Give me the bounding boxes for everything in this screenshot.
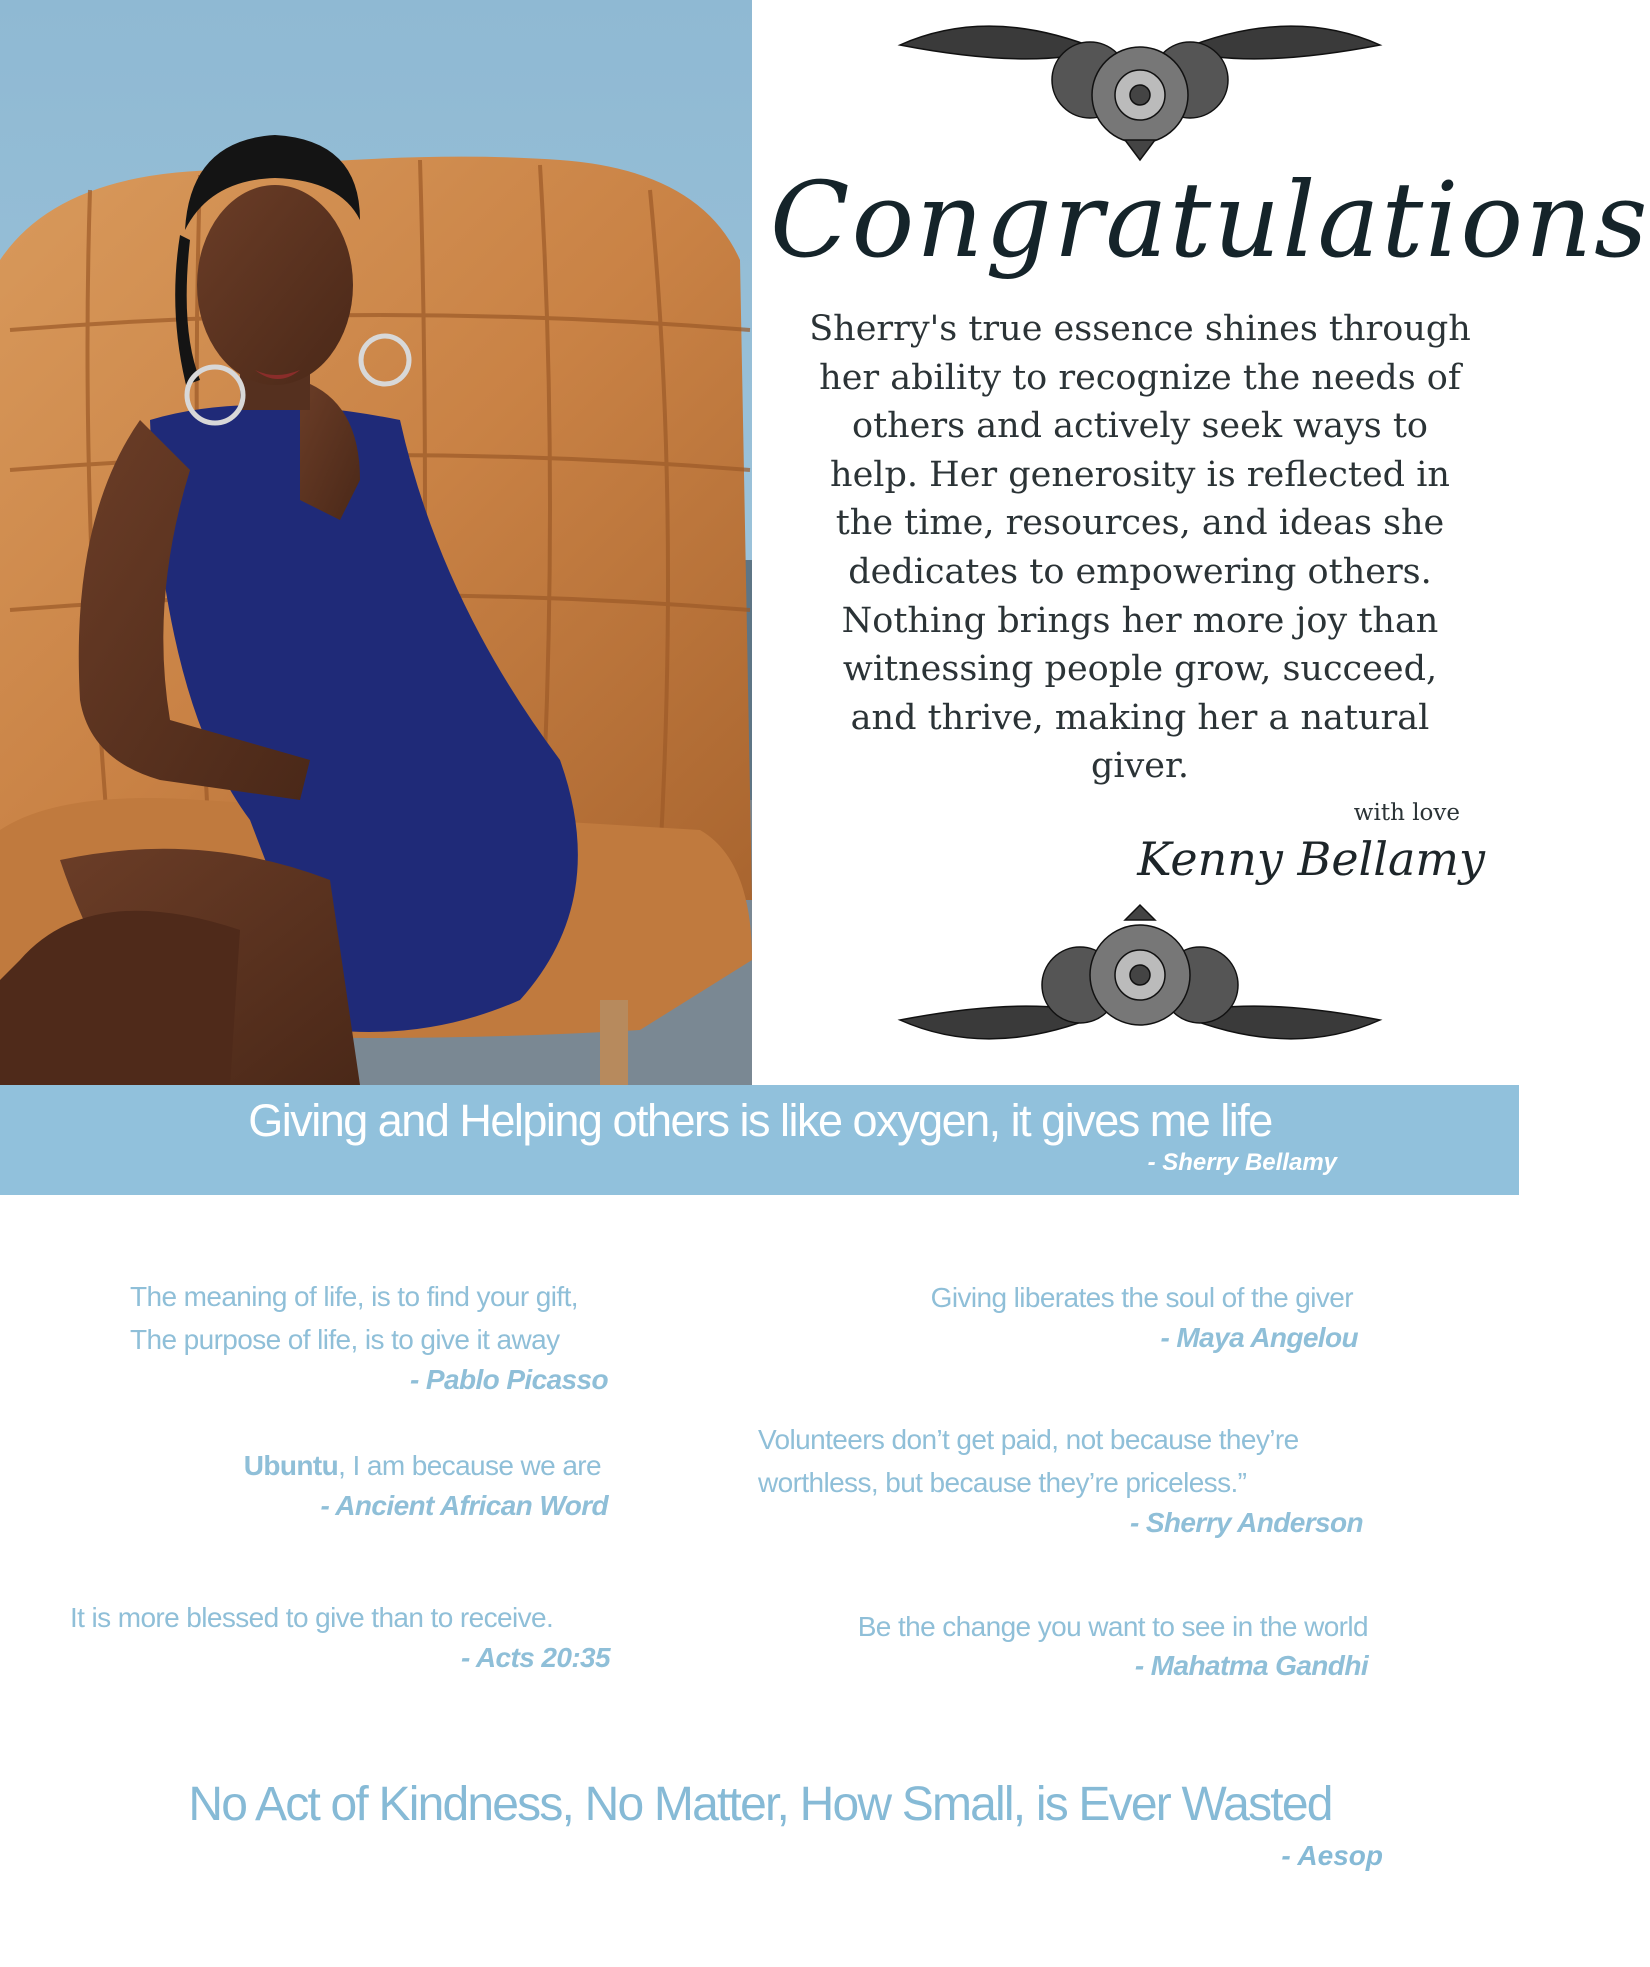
- congratulations-heading: Congratulations: [770, 159, 1650, 281]
- tribute-message: [800, 305, 1480, 791]
- quote-gandhi-author: - Mahatma Gandhi: [1134, 1650, 1368, 1681]
- message-line: the time, resources, and ideas she: [835, 503, 1445, 544]
- quote-ubuntu: [150, 1444, 601, 1487]
- quote-gandhi-line-1: Be the change you want to see in the world: [857, 1611, 1368, 1642]
- quote-acts-author: - Acts 20:35: [461, 1642, 610, 1673]
- floral-ornament-top: [900, 10, 1380, 160]
- banner-quote: Giving and Helping others is like oxygen, it gives me life: [248, 1095, 1272, 1146]
- message-line: witnessing people grow, succeed,: [842, 649, 1438, 690]
- message-line: dedicates to empowering others.: [848, 551, 1432, 592]
- closing-text: with love: [1353, 800, 1460, 826]
- quote-ubuntu-author: - Ancient African Word: [320, 1490, 608, 1521]
- quote-picasso-line-2: The purpose of life, is to give it away: [130, 1324, 560, 1355]
- quote-acts-line-1: It is more blessed to give than to receive.: [70, 1602, 554, 1633]
- quote-anderson-line-1: Volunteers don’t get paid, not because they’re: [758, 1424, 1299, 1455]
- portrait-photo: [0, 0, 752, 1085]
- banner-author: - Sherry Bellamy: [1147, 1149, 1337, 1176]
- signature: Kenny Bellamy: [1137, 832, 1485, 886]
- footer-author: - Aesop: [1281, 1840, 1383, 1871]
- message-line: others and actively seek ways to: [852, 406, 1428, 447]
- quote-picasso-author: - Pablo Picasso: [410, 1364, 608, 1395]
- footer-quote: No Act of Kindness, No Matter, How Small, is Ever Wasted: [188, 1778, 1332, 1831]
- quote-banner: [0, 1085, 1519, 1195]
- message-line: and thrive, making her a natural: [850, 697, 1430, 738]
- message-line: Sherry's true essence shines through: [809, 309, 1471, 349]
- message-line: her ability to recognize the needs of: [819, 357, 1461, 398]
- message-line: help. Her generosity is reflected in: [830, 454, 1450, 495]
- message-line: giver.: [1090, 746, 1190, 787]
- ubuntu-word: Ubuntu: [243, 1450, 339, 1481]
- quote-angelou-line-1: Giving liberates the soul of the giver: [930, 1282, 1353, 1313]
- quote-anderson-author: - Sherry Anderson: [1129, 1507, 1363, 1538]
- quote-picasso-line-1: The meaning of life, is to find your gift,: [130, 1281, 578, 1312]
- quote-angelou-author: - Maya Angelou: [1160, 1322, 1358, 1353]
- ubuntu-rest: , I am because we are: [338, 1450, 601, 1481]
- floral-ornament-bottom: [900, 905, 1380, 1055]
- quote-anderson-line-2: worthless, but because they’re priceless.”: [758, 1467, 1247, 1498]
- message-line: Nothing brings her more joy than: [841, 600, 1439, 641]
